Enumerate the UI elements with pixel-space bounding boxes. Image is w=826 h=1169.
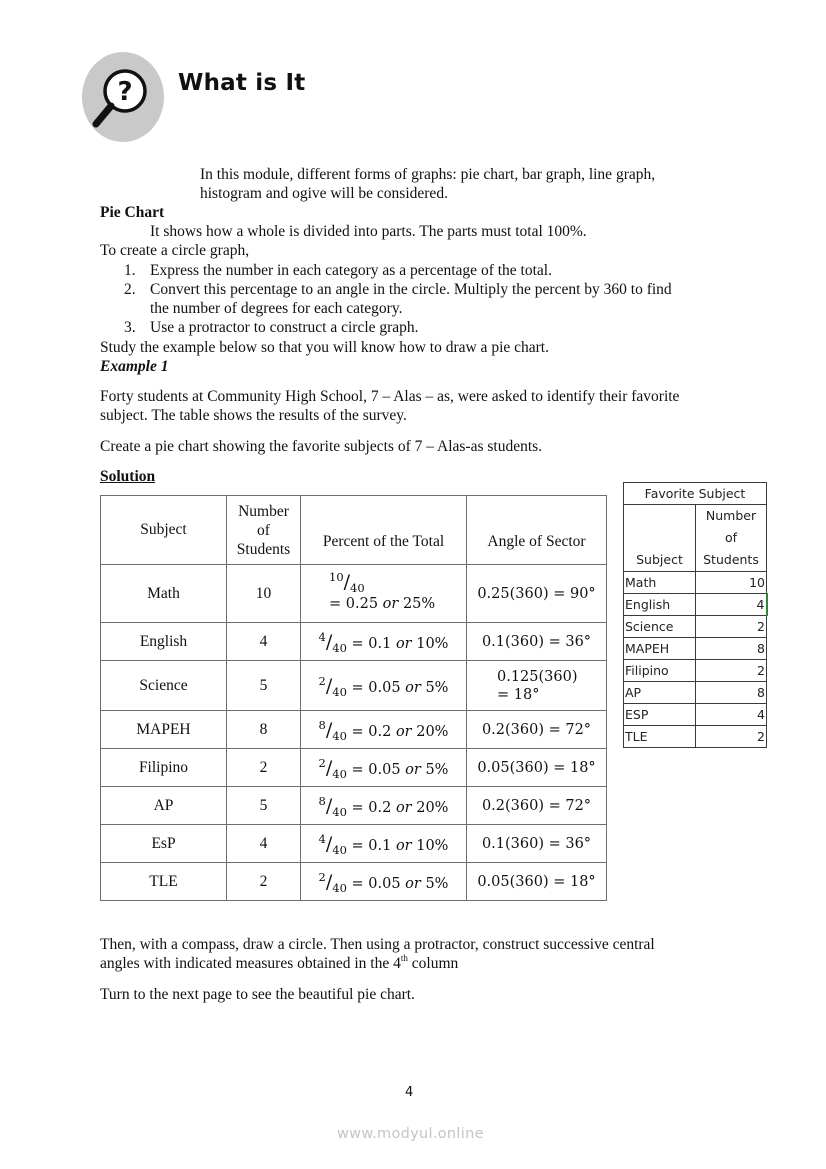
cell-percent: $^2/_{40} = 0.05$ or 5% [301,661,467,711]
cell-percent: $^2/_{40} = 0.05$ or 5% [301,863,467,901]
table-row [101,711,607,749]
spreadsheet-title: Favorite Subject [624,483,767,505]
cell-number: 4 [227,623,301,661]
step-text: Use a protractor to construct a circle graph. [150,319,419,336]
spreadsheet-row [624,638,767,660]
cell-angle: 0.1(360) = 36° [467,825,607,863]
step-number: 1. [124,262,136,279]
spreadsheet-cell-subject: English [624,594,696,616]
cell-angle: 0.1(360) = 36° [467,623,607,661]
magnifier-question-icon [82,52,164,142]
spreadsheet-row [624,660,767,682]
table-row [101,565,607,623]
spreadsheet-cell-subject: Filipino [624,660,696,682]
header-number-of-students: Number of Students [227,496,301,565]
example-heading: Example 1 [100,358,169,375]
spreadsheet-row [624,572,767,594]
cell-number: 8 [227,711,301,749]
spreadsheet-cell-subject: ESP [624,704,696,726]
cell-percent: $^2/_{40} = 0.05$ or 5% [301,749,467,787]
cell-number: 5 [227,661,301,711]
table-row [101,749,607,787]
table-row [101,825,607,863]
cell-subject: TLE [101,863,227,901]
cell-angle: 0.2(360) = 72° [467,787,607,825]
cell-angle: 0.25(360) = 90° [467,565,607,623]
spreadsheet-cell-subject: AP [624,682,696,704]
step-number: 3. [124,319,136,336]
spreadsheet-header-number: Number of Students [696,505,767,572]
spreadsheet-cell-subject: MAPEH [624,638,696,660]
example-para-line-2: subject. The table shows the results of the survey. [100,407,407,424]
spreadsheet-row [624,594,767,616]
cell-percent: $^4/_{40} = 0.1$ or 10% [301,825,467,863]
cell-number: 2 [227,863,301,901]
step-text: Express the number in each category as a percentage of the total. [150,262,552,279]
cell-subject: AP [101,787,227,825]
spreadsheet-row [624,616,767,638]
cell-angle: 0.05(360) = 18° [467,863,607,901]
steps-intro: To create a circle graph, [100,242,250,259]
cell-subject: Science [101,661,227,711]
header-angle: Angle of Sector [467,496,607,565]
solution-heading: Solution [100,468,156,485]
example-instruction: Create a pie chart showing the favorite subjects of 7 – Alas-as students. [100,438,543,455]
solution-table [100,495,607,901]
closing-line-1: Then, with a compass, draw a circle. Then using a protractor, construct successive central [100,936,655,953]
pie-chart-heading: Pie Chart [100,204,165,221]
section-title: What is It [178,70,306,96]
cell-percent: $^8/_{40} = 0.2$ or 20% [301,787,467,825]
cell-subject: English [101,623,227,661]
spreadsheet-title-row [624,483,767,505]
spreadsheet-cell-subject: TLE [624,726,696,748]
cell-percent: $^4/_{40} = 0.1$ or 10% [301,623,467,661]
cell-angle: 0.125(360) = 18° [467,661,607,711]
spreadsheet-cell-subject: Science [624,616,696,638]
cell-number: 4 [227,825,301,863]
closing-line-3: Turn to the next page to see the beautiful pie chart. [100,986,415,1003]
step-text-continued: the number of degrees for each category. [150,300,403,317]
spreadsheet-header-subject: Subject [624,505,696,572]
spreadsheet-cell-subject: Math [624,572,696,594]
step-number: 2. [124,281,136,298]
spreadsheet-cell-count: 4 [696,704,767,726]
cell-subject: MAPEH [101,711,227,749]
header-percent: Percent of the Total [301,496,467,565]
study-text: Study the example below so that you will know how to draw a pie chart. [100,339,549,356]
example-para-line-1: Forty students at Community High School, 7 – Alas – as, were asked to identify their favorite [100,388,680,405]
table-row [101,623,607,661]
table-row [101,863,607,901]
cell-subject: EsP [101,825,227,863]
spreadsheet-row [624,682,767,704]
spreadsheet-cell-count: 10 [696,572,767,594]
page-number: 4 [405,1085,414,1100]
table-header-row [101,496,607,565]
watermark: www.modyul.online [337,1126,484,1142]
table-row [101,787,607,825]
table-row [101,661,607,711]
cell-subject: Filipino [101,749,227,787]
spreadsheet-header-row [624,505,767,572]
spreadsheet-cell-count: 2 [696,726,767,748]
cell-number: 5 [227,787,301,825]
intro-line-1: In this module, different forms of graphs: pie chart, bar graph, line graph, [200,166,656,183]
cell-percent: $^{10}/_{40}$ = 0.25 or 25% [301,565,467,623]
closing-line-2: angles with indicated measures obtained in the 4th column [100,953,459,972]
spreadsheet-cell-count: 4 [696,594,767,616]
spreadsheet-cell-count: 8 [696,638,767,660]
spreadsheet-row [624,704,767,726]
spreadsheet-cell-count: 8 [696,682,767,704]
spreadsheet-cell-count: 2 [696,660,767,682]
cell-angle: 0.2(360) = 72° [467,711,607,749]
svg-text:?: ? [117,77,133,107]
favorite-subject-spreadsheet [623,482,768,748]
cell-number: 2 [227,749,301,787]
step-text: Convert this percentage to an angle in the circle. Multiply the percent by 360 to find [150,281,672,298]
cell-number: 10 [227,565,301,623]
header-subject: Subject [101,496,227,565]
cell-subject: Math [101,565,227,623]
cell-angle: 0.05(360) = 18° [467,749,607,787]
spreadsheet-row [624,726,767,748]
intro-line-2: histogram and ogive will be considered. [200,185,448,202]
what-is-it-icon-badge [82,52,164,142]
spreadsheet-cell-count: 2 [696,616,767,638]
pie-chart-definition: It shows how a whole is divided into parts. The parts must total 100%. [150,223,587,240]
cell-percent: $^8/_{40} = 0.2$ or 20% [301,711,467,749]
